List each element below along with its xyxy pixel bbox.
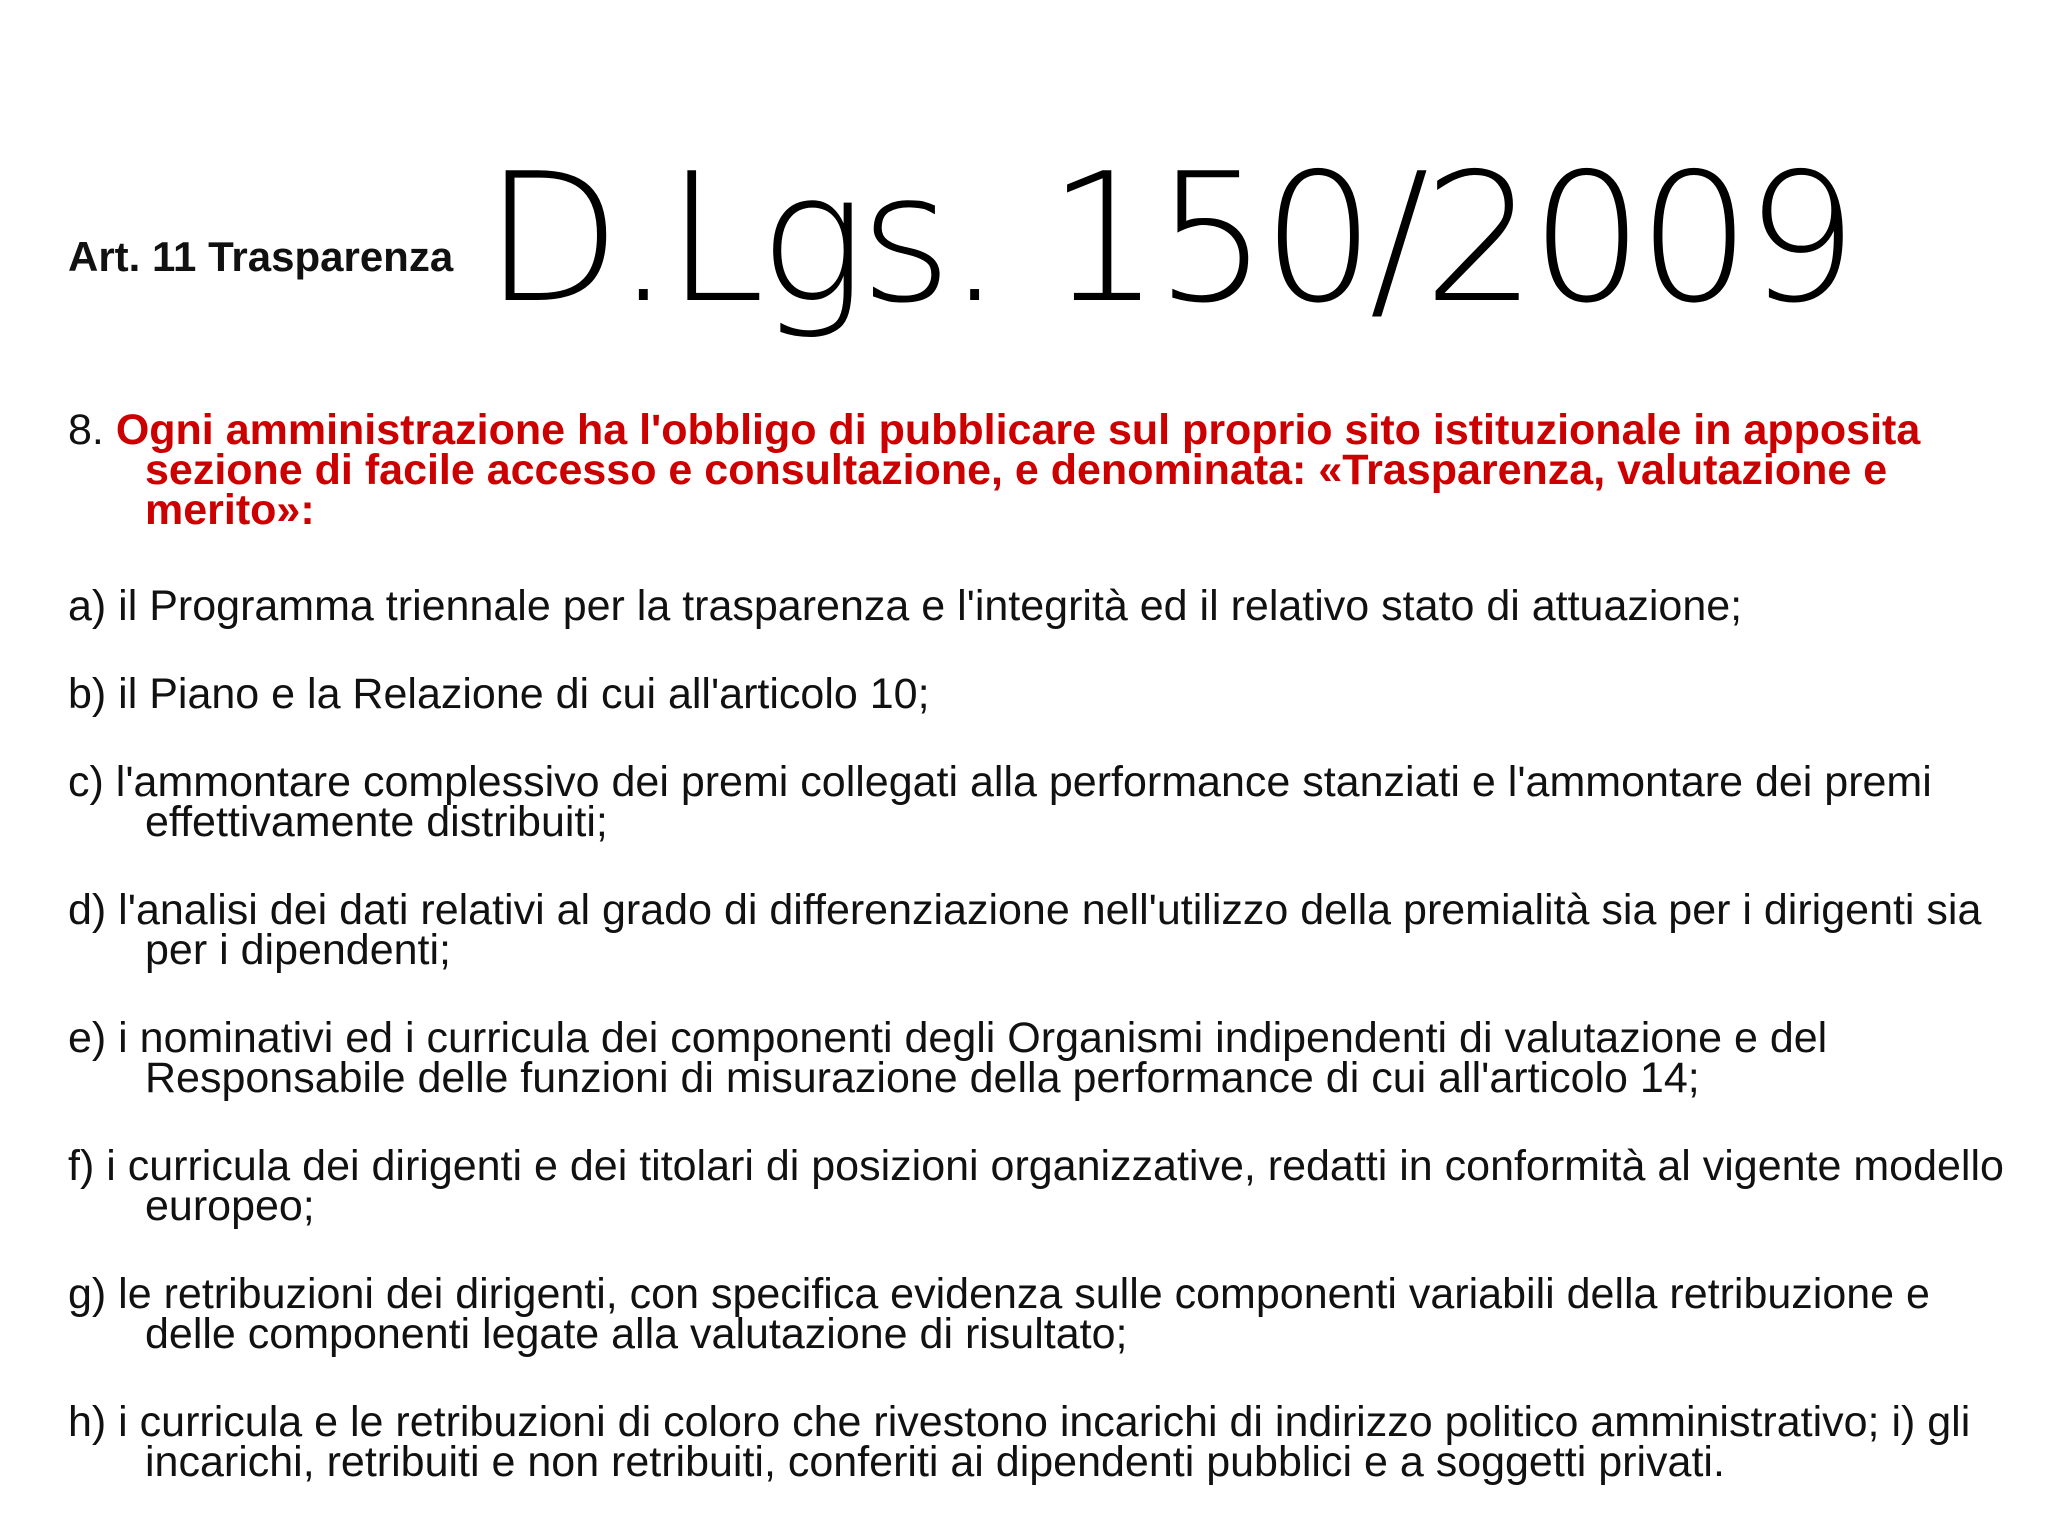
list-item: e) i nominativi ed i curricula dei componenti degli Organismi indipendenti di valutazione e del Responsabile delle funzioni di misurazione della performance di cui all'articolo 14; — [68, 1014, 1828, 1102]
list-item: d) l'analisi dei dati relativi al grado di differenziazione nell'utilizzo della premialità sia per i dirigenti sia per i dipendenti; — [68, 886, 1982, 974]
list-item: f) i curricula dei dirigenti e dei titolari di posizioni organizzative, redatti in conformità al vigente modello europeo; — [68, 1142, 2004, 1230]
slide-body — [68, 406, 2028, 1530]
list-item: h) i curricula e le retribuzioni di coloro che rivestono incarichi di indirizzo politico amministrativo; i) gli incarichi, retribuiti e non retribuiti, conferiti ai dipendenti pubblici e a soggetti privati. — [68, 1398, 1971, 1486]
slide-title: D.Lgs. 150/2009 — [484, 135, 1853, 342]
paragraph-number: 8. — [68, 406, 104, 454]
list-item: g) le retribuzioni dei dirigenti, con specifica evidenza sulle componenti variabili della retribuzione e delle componenti legate alla valutazione di risultato; — [68, 1270, 1930, 1358]
list-item: a) il Programma triennale per la trasparenza e l'integrità ed il relativo stato di attuazione; — [68, 582, 1743, 630]
list-item: c) l'ammontare complessivo dei premi collegati alla performance stanziati e l'ammontare dei premi effettivamente distribuiti; — [68, 758, 1932, 846]
highlighted-obligation-text: Ogni amministrazione ha l'obbligo di pubblicare sul proprio sito istituzionale in apposita sezione di facile accesso e consultazione, e denominata: «Trasparenza, valutazione e merito»: — [115, 406, 1921, 534]
intro-paragraph — [68, 406, 2028, 534]
article-label: Art. 11 Trasparenza — [68, 233, 454, 280]
list-item: b) il Piano e la Relazione di cui all'articolo 10; — [68, 670, 930, 718]
